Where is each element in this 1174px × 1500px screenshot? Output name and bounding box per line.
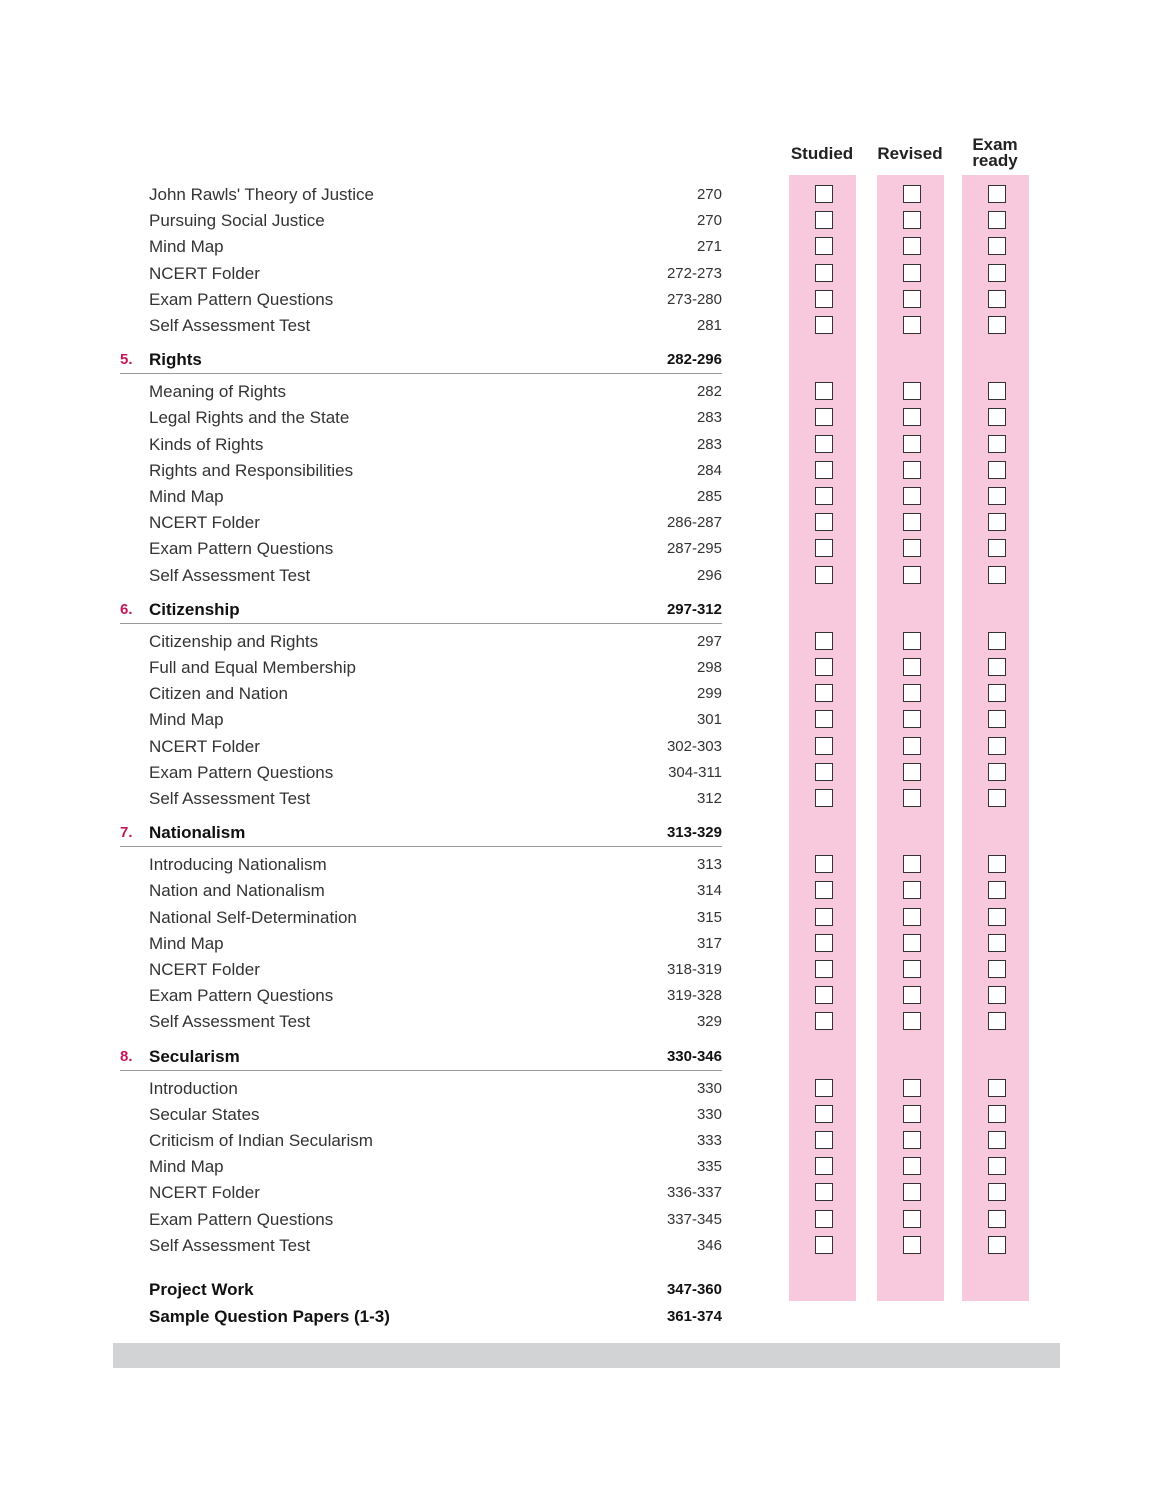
revised-checkbox[interactable]: [903, 1012, 921, 1030]
studied-checkbox[interactable]: [815, 1183, 833, 1201]
topic-title: Introduction: [149, 1079, 238, 1098]
exam-ready-checkbox[interactable]: [988, 986, 1006, 1004]
exam-ready-checkbox[interactable]: [988, 658, 1006, 676]
exam-ready-checkbox[interactable]: [988, 1157, 1006, 1175]
topic-title: Meaning of Rights: [149, 382, 287, 401]
exam-ready-checkbox[interactable]: [988, 382, 1006, 400]
studied-checkbox[interactable]: [815, 908, 833, 926]
topic-title: Criticism of Indian Secularism: [149, 1131, 373, 1150]
topic-title: Exam Pattern Questions: [149, 986, 334, 1005]
exam-ready-checkbox[interactable]: [988, 737, 1006, 755]
page-range: 304-311: [668, 764, 722, 781]
topic-row: [0, 379, 1174, 405]
topic-row: [0, 905, 1174, 931]
studied-checkbox[interactable]: [815, 539, 833, 557]
topic-title: Self Assessment Test: [149, 789, 311, 808]
topic-row: [0, 655, 1174, 681]
topic-row: [0, 878, 1174, 904]
studied-checkbox[interactable]: [815, 960, 833, 978]
topic-row: [0, 287, 1174, 313]
chapter-number: 7.: [120, 824, 133, 841]
exam-ready-checkbox[interactable]: [988, 881, 1006, 899]
revised-checkbox[interactable]: [903, 185, 921, 203]
page-range: 286-287: [666, 514, 722, 531]
page-range: 281: [696, 317, 722, 334]
studied-checkbox[interactable]: [815, 487, 833, 505]
exam-ready-checkbox[interactable]: [988, 539, 1006, 557]
studied-checkbox[interactable]: [815, 316, 833, 334]
revised-checkbox[interactable]: [903, 316, 921, 334]
page-range: 361-374: [666, 1308, 722, 1325]
topic-row: [0, 629, 1174, 655]
page-range: 313: [696, 856, 722, 873]
exam-ready-header-line1: Exam: [972, 135, 1018, 154]
page-range: 297-312: [666, 601, 722, 618]
topic-title: Citizen and Nation: [149, 684, 288, 703]
topic-row: [0, 1076, 1174, 1102]
exam-ready-checkbox[interactable]: [988, 960, 1006, 978]
page-range: 283: [696, 409, 722, 426]
exam-ready-header-line2: ready: [972, 151, 1018, 170]
exam-ready-checkbox[interactable]: [988, 1105, 1006, 1123]
page-range: 298: [696, 659, 722, 676]
topic-title: NCERT Folder: [149, 513, 260, 532]
studied-checkbox[interactable]: [815, 934, 833, 952]
page-range: 270: [696, 212, 722, 229]
topic-title: Exam Pattern Questions: [149, 539, 334, 558]
revised-checkbox[interactable]: [903, 1157, 921, 1175]
studied-checkbox[interactable]: [815, 789, 833, 807]
topic-row: [0, 786, 1174, 812]
page-range: 314: [696, 882, 722, 899]
studied-checkbox[interactable]: [815, 684, 833, 702]
page-range: 296: [696, 567, 722, 584]
page-range: 285: [696, 488, 722, 505]
revised-checkbox[interactable]: [903, 908, 921, 926]
page-range: 302-303: [666, 738, 722, 755]
topic-row: [0, 852, 1174, 878]
studied-checkbox[interactable]: [815, 435, 833, 453]
topic-title: Secular States: [149, 1105, 260, 1124]
revised-checkbox[interactable]: [903, 408, 921, 426]
exam-ready-checkbox[interactable]: [988, 908, 1006, 926]
topic-row: [0, 1009, 1174, 1035]
topic-title: Sample Question Papers (1-3): [149, 1307, 390, 1326]
exam-ready-header: [955, 137, 1035, 169]
exam-ready-checkbox[interactable]: [988, 1012, 1006, 1030]
chapter-title: Secularism: [149, 1047, 240, 1066]
topic-title: Mind Map: [149, 1157, 224, 1176]
revised-checkbox[interactable]: [903, 566, 921, 584]
topic-title: Self Assessment Test: [149, 566, 311, 585]
exam-ready-checkbox[interactable]: [988, 763, 1006, 781]
topic-title: Mind Map: [149, 710, 224, 729]
revised-checkbox[interactable]: [903, 1210, 921, 1228]
topic-row: [0, 760, 1174, 786]
chapter-title: Nationalism: [149, 823, 246, 842]
topic-title: Project Work: [149, 1280, 254, 1299]
exam-ready-checkbox[interactable]: [988, 934, 1006, 952]
revised-checkbox[interactable]: [903, 737, 921, 755]
topic-title: Kinds of Rights: [149, 435, 264, 454]
page-range: 346: [696, 1237, 722, 1254]
topic-title: National Self-Determination: [149, 908, 357, 927]
topic-title: Pursuing Social Justice: [149, 211, 325, 230]
exam-ready-checkbox[interactable]: [988, 211, 1006, 229]
exam-ready-checkbox[interactable]: [988, 435, 1006, 453]
page-range: 315: [696, 909, 722, 926]
topic-title: Nation and Nationalism: [149, 881, 325, 900]
studied-checkbox[interactable]: [815, 710, 833, 728]
studied-checkbox[interactable]: [815, 986, 833, 1004]
studied-header: Studied: [790, 144, 854, 163]
studied-checkbox[interactable]: [815, 1012, 833, 1030]
studied-checkbox[interactable]: [815, 408, 833, 426]
revised-checkbox[interactable]: [903, 658, 921, 676]
topic-row: [0, 983, 1174, 1009]
revised-checkbox[interactable]: [903, 960, 921, 978]
topic-row: [0, 1128, 1174, 1154]
extra-row: [0, 1277, 1174, 1303]
topic-title: Self Assessment Test: [149, 1236, 311, 1255]
exam-ready-checkbox[interactable]: [988, 185, 1006, 203]
topic-row: [0, 234, 1174, 260]
exam-ready-checkbox[interactable]: [988, 264, 1006, 282]
topic-title: NCERT Folder: [149, 737, 260, 756]
revised-checkbox[interactable]: [903, 763, 921, 781]
page-range: 287-295: [666, 540, 722, 557]
revised-checkbox[interactable]: [903, 855, 921, 873]
studied-checkbox[interactable]: [815, 1105, 833, 1123]
exam-ready-checkbox[interactable]: [988, 237, 1006, 255]
topic-title: Self Assessment Test: [149, 1012, 311, 1031]
topic-row: [0, 957, 1174, 983]
exam-ready-checkbox[interactable]: [988, 513, 1006, 531]
topic-row: [0, 734, 1174, 760]
topic-title: Mind Map: [149, 237, 224, 256]
topic-title: Mind Map: [149, 487, 224, 506]
chapter-title: Citizenship: [149, 600, 240, 619]
revised-checkbox[interactable]: [903, 986, 921, 1004]
chapter-number: 5.: [120, 351, 133, 368]
revised-checkbox[interactable]: [903, 1079, 921, 1097]
studied-checkbox[interactable]: [815, 513, 833, 531]
revised-checkbox[interactable]: [903, 487, 921, 505]
topic-row: [0, 208, 1174, 234]
studied-checkbox[interactable]: [815, 1079, 833, 1097]
topic-title: Citizenship and Rights: [149, 632, 319, 651]
topic-title: Full and Equal Membership: [149, 658, 356, 677]
page-range: 335: [696, 1158, 722, 1175]
topic-title: Exam Pattern Questions: [149, 290, 334, 309]
topic-title: NCERT Folder: [149, 264, 260, 283]
revised-checkbox[interactable]: [903, 290, 921, 308]
revised-checkbox[interactable]: [903, 710, 921, 728]
page-range: 299: [696, 685, 722, 702]
topic-row: [0, 931, 1174, 957]
revised-checkbox[interactable]: [903, 789, 921, 807]
topic-row: [0, 510, 1174, 536]
page-range: 282-296: [666, 351, 722, 368]
revised-checkbox[interactable]: [903, 539, 921, 557]
studied-checkbox[interactable]: [815, 264, 833, 282]
studied-checkbox[interactable]: [815, 1236, 833, 1254]
page-range: 336-337: [666, 1184, 722, 1201]
exam-ready-checkbox[interactable]: [988, 789, 1006, 807]
page-range: 318-319: [666, 961, 722, 978]
topic-title: Mind Map: [149, 934, 224, 953]
topic-row: [0, 313, 1174, 339]
page-range: 329: [696, 1013, 722, 1030]
topic-row: [0, 432, 1174, 458]
page-range: 271: [696, 238, 722, 255]
revised-header: Revised: [877, 144, 943, 163]
page-range: 319-328: [666, 987, 722, 1004]
studied-checkbox[interactable]: [815, 461, 833, 479]
page-range: 317: [696, 935, 722, 952]
topic-title: Exam Pattern Questions: [149, 763, 334, 782]
topic-row: [0, 458, 1174, 484]
page-range: 337-345: [666, 1211, 722, 1228]
revised-checkbox[interactable]: [903, 1183, 921, 1201]
exam-ready-checkbox[interactable]: [988, 316, 1006, 334]
topic-row: [0, 405, 1174, 431]
studied-checkbox[interactable]: [815, 237, 833, 255]
page-range: 270: [696, 186, 722, 203]
page-range: 333: [696, 1132, 722, 1149]
revised-checkbox[interactable]: [903, 513, 921, 531]
studied-checkbox[interactable]: [815, 737, 833, 755]
revised-checkbox[interactable]: [903, 881, 921, 899]
chapter-row: [0, 1044, 1174, 1070]
exam-ready-checkbox[interactable]: [988, 1210, 1006, 1228]
studied-checkbox[interactable]: [815, 763, 833, 781]
topic-row: [0, 484, 1174, 510]
studied-checkbox[interactable]: [815, 632, 833, 650]
studied-checkbox[interactable]: [815, 658, 833, 676]
page-range: 284: [696, 462, 722, 479]
studied-checkbox[interactable]: [815, 290, 833, 308]
exam-ready-checkbox[interactable]: [988, 1236, 1006, 1254]
exam-ready-checkbox[interactable]: [988, 566, 1006, 584]
revised-checkbox[interactable]: [903, 264, 921, 282]
topic-row: [0, 1102, 1174, 1128]
exam-ready-checkbox[interactable]: [988, 855, 1006, 873]
topic-title: Rights and Responsibilities: [149, 461, 354, 480]
studied-checkbox[interactable]: [815, 566, 833, 584]
exam-ready-checkbox[interactable]: [988, 684, 1006, 702]
studied-checkbox[interactable]: [815, 1131, 833, 1149]
studied-checkbox[interactable]: [815, 211, 833, 229]
topic-row: [0, 681, 1174, 707]
topic-title: NCERT Folder: [149, 1183, 260, 1202]
exam-ready-checkbox[interactable]: [988, 710, 1006, 728]
studied-checkbox[interactable]: [815, 1210, 833, 1228]
extra-row: [0, 1304, 1174, 1330]
revised-checkbox[interactable]: [903, 382, 921, 400]
chapter-row: [0, 820, 1174, 846]
page-range: 273-280: [666, 291, 722, 308]
topic-title: Exam Pattern Questions: [149, 1210, 334, 1229]
revised-checkbox[interactable]: [903, 461, 921, 479]
topic-row: [0, 707, 1174, 733]
exam-ready-checkbox[interactable]: [988, 408, 1006, 426]
revised-checkbox[interactable]: [903, 1131, 921, 1149]
studied-checkbox[interactable]: [815, 855, 833, 873]
topic-title: Legal Rights and the State: [149, 408, 350, 427]
topic-row: [0, 1207, 1174, 1233]
topic-row: [0, 563, 1174, 589]
topic-row: [0, 182, 1174, 208]
exam-ready-checkbox[interactable]: [988, 1131, 1006, 1149]
exam-ready-checkbox[interactable]: [988, 290, 1006, 308]
topic-row: [0, 261, 1174, 287]
page-range: 272-273: [666, 265, 722, 282]
topic-row: [0, 1180, 1174, 1206]
page-range: 283: [696, 436, 722, 453]
revised-checkbox[interactable]: [903, 934, 921, 952]
exam-ready-checkbox[interactable]: [988, 1079, 1006, 1097]
topic-row: [0, 1154, 1174, 1180]
revised-checkbox[interactable]: [903, 237, 921, 255]
studied-checkbox[interactable]: [815, 185, 833, 203]
topic-row: [0, 536, 1174, 562]
page-range: 282: [696, 383, 722, 400]
studied-checkbox[interactable]: [815, 382, 833, 400]
page-range: 347-360: [666, 1281, 722, 1298]
revised-checkbox[interactable]: [903, 435, 921, 453]
chapter-row: [0, 597, 1174, 623]
page-range: 312: [696, 790, 722, 807]
chapter-number: 8.: [120, 1048, 133, 1065]
topic-row: [0, 1233, 1174, 1259]
chapter-row: [0, 347, 1174, 373]
exam-ready-checkbox[interactable]: [988, 632, 1006, 650]
studied-checkbox[interactable]: [815, 881, 833, 899]
page-range: 301: [696, 711, 722, 728]
page-range: 330: [696, 1106, 722, 1123]
exam-ready-checkbox[interactable]: [988, 1183, 1006, 1201]
revised-checkbox[interactable]: [903, 632, 921, 650]
revised-checkbox[interactable]: [903, 1236, 921, 1254]
revised-checkbox[interactable]: [903, 1105, 921, 1123]
chapter-title: Rights: [149, 350, 202, 369]
topic-title: NCERT Folder: [149, 960, 260, 979]
footer-bar: [113, 1343, 1060, 1368]
chapter-number: 6.: [120, 601, 133, 618]
topic-title: Introducing Nationalism: [149, 855, 327, 874]
page-range: 297: [696, 633, 722, 650]
revised-checkbox[interactable]: [903, 211, 921, 229]
revised-checkbox[interactable]: [903, 684, 921, 702]
topic-title: John Rawls' Theory of Justice: [149, 185, 374, 204]
exam-ready-checkbox[interactable]: [988, 461, 1006, 479]
page-range: 330: [696, 1080, 722, 1097]
page-range: 313-329: [666, 824, 722, 841]
exam-ready-checkbox[interactable]: [988, 487, 1006, 505]
studied-checkbox[interactable]: [815, 1157, 833, 1175]
page-range: 330-346: [666, 1048, 722, 1065]
topic-title: Self Assessment Test: [149, 316, 311, 335]
